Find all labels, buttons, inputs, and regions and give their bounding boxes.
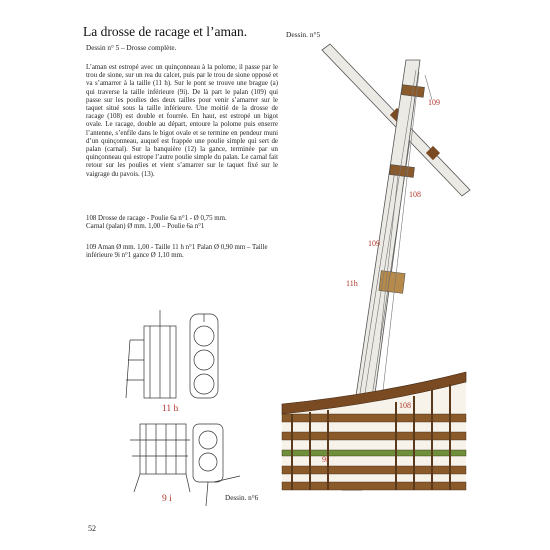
drawing-caption: Dessin n° 5 – Drosse complète. — [86, 44, 177, 52]
figure-label-11h: 11 h — [162, 404, 179, 414]
spec-109: 109 Aman Ø mm. 1,00 - Taille 11 h n°1 Palan Ø 0,90 mm – Taille inférieure 9i n°1 gance Ø 1,10 mm. — [86, 244, 268, 260]
block-11h-drawing — [126, 310, 218, 398]
annotation-108-low: 108 — [399, 401, 411, 410]
page-number: 52 — [88, 524, 96, 533]
annotation-109-mid: 109 — [368, 239, 380, 248]
block-9i-drawing — [130, 424, 240, 506]
page-title: La drosse de racage et l’aman. — [83, 24, 248, 39]
spec-108-line1: 108 Drosse de racage - Poulie 6a n°1 - Ø 0,75 mm. — [86, 215, 227, 222]
spec-108-line2: Carnal (palan) Ø mm. 1,00 – Poulie 6a n°1 — [86, 223, 205, 231]
annotation-109-top: 109 — [428, 98, 440, 107]
figure-label-9i: 9 i — [162, 494, 172, 504]
annotation-9i: 9i — [322, 455, 329, 464]
drawing-label-top: Dessin. n°5 — [286, 30, 321, 39]
annotation-108-mid: 108 — [409, 190, 421, 199]
annotation-11h: 11h — [346, 279, 358, 288]
body-paragraph: L’aman est estropé avec un quinçonneau à la polome, il passe par le trou de sione, sur un rea du calcet, puis par le trou de sione opposé et va s’amarrer à la taille (11 h). Sur le pont se trouve une brague (a) qui traverse la taille inférieure (9i). De là part le palan (109) qui passe sur les poulies des deux tailles pour venir s’amarrer sur le taquet situé sous la taille inférieure. Une moitié de la drosse de racage (108) est double et fourrée. En haut, est estropé un bigot ovale. Le racage, double au départ, entoure la polome puis enserre l’antenne, s’enfile dans le bigot ovale et se termine en pendeur muni d’un quinçonneau, auquel est frappée une poulie simple qui sert de palan (carnal). Sur la banquière (12) la gance, terminée par un quinçonneau qui estrope l’autre poulie simple du palan. Le carnal fait retour sur les poulies et vient s’amarrer sur le taquet fixé sur le vaigrage du pavois. (13). — [86, 64, 278, 178]
drawing-label-bottom: Dessin. n°6 — [225, 494, 259, 502]
